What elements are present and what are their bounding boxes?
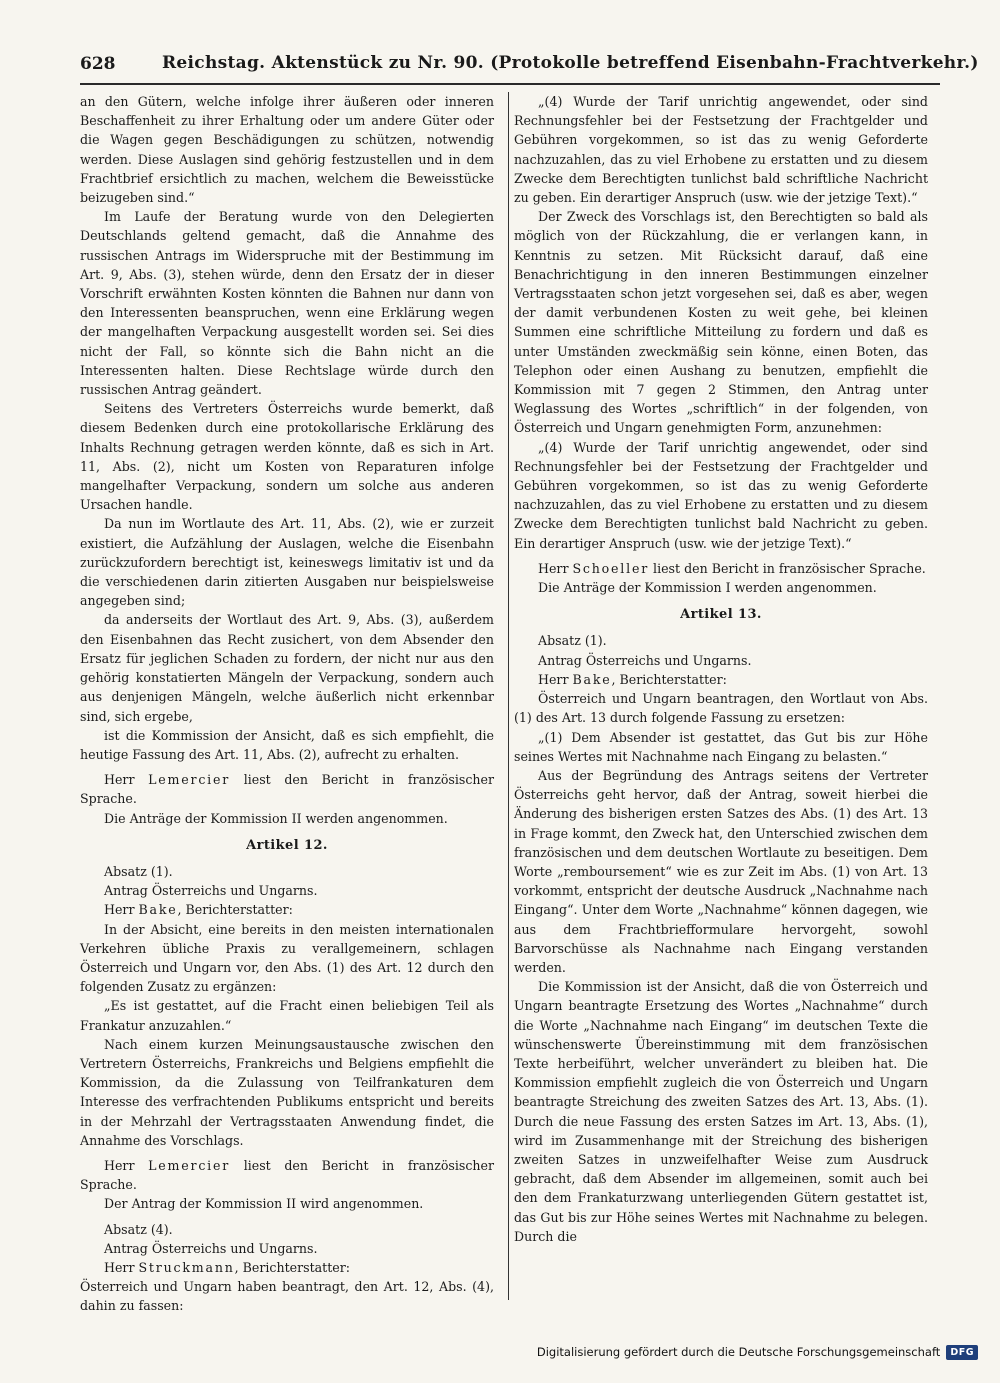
speaker-name: Lemercier xyxy=(148,772,231,788)
subheading: Absatz (1). xyxy=(538,633,607,649)
column-divider xyxy=(508,92,509,1300)
text-fragment: Herr xyxy=(538,671,573,687)
paragraph: Die Anträge der Kommission II werden angenommen. xyxy=(104,810,448,826)
footer-text: Digitalisierung gefördert durch die Deutsche Forschungsgemeinschaft xyxy=(536,1345,941,1359)
paragraph: Da nun im Wortlaute des Art. 11, Abs. (2), wie er zurzeit existiert, die Aufzählung der Auslagen, welche die Eisenbahn zurückzufordern berechtigt ist, keineswegs limitativ ist und da die verschiedenen darin zitierten Ausgaben nur beispielsweise angegeben sind; xyxy=(80,516,494,609)
subheading: Absatz (1). xyxy=(104,863,173,879)
page-header xyxy=(80,50,979,82)
text-fragment: Herr xyxy=(104,772,149,788)
digitization-footer xyxy=(537,1341,978,1363)
running-title: Reichstag. Aktenstück zu Nr. 90. (Protokolle betreffend Eisenbahn-Frachtverkehr.) xyxy=(162,53,979,73)
text-fragment: , Berichterstatter: xyxy=(177,902,293,918)
rapporteur-line xyxy=(80,900,494,919)
text-fragment: , Berichterstatter: xyxy=(611,671,727,687)
section-heading: Artikel 12. xyxy=(246,837,328,853)
paragraph: Nach einem kurzen Meinungsaustausche zwischen den Vertretern Österreichs, Frankreichs und Belgiens empfiehlt die Kommission, da die Zulassung von Teilfrankaturen dem Interesse des verfrachtenden Publikums entspricht und bereits in der Mehrzahl der Vertragsstaaten Anwendung findet, die Annahme des Vorschlags. xyxy=(80,1036,494,1148)
paragraph: da anderseits der Wortlaut des Art. 9, Abs. (3), außerdem den Eisenbahnen das Recht zusichert, von dem Absender den Ersatz für jeglichen Schaden zu fordern, der nicht nur aus den gehörig konstatierten Mängeln der Verpackung, sondern auch aus denjenigen Mängeln, welche äußerlich nicht erkennbar sind, sich ergebe, xyxy=(80,612,494,724)
text-fragment: Herr xyxy=(104,1259,139,1275)
paragraph: Seitens des Vertreters Österreichs wurde bemerkt, daß diesem Bedenken durch eine protokollarische Erklärung des Inhalts Rechnung getragen werden könnte, daß es sich in Art. 11, Abs. (2), nicht um Kosten von Reparaturen infolge mangelhafter Verpackung, sondern um solche aus anderen Ursachen handle. xyxy=(80,401,494,513)
text-fragment: , Berichterstatter: xyxy=(234,1259,351,1275)
subheading: Antrag Österreichs und Ungarns. xyxy=(104,883,318,899)
paragraph: Österreich und Ungarn beantragen, den Wortlaut von Abs. (1) des Art. 13 durch folgende Fassung zu ersetzen: xyxy=(514,691,928,726)
right-column xyxy=(514,92,928,1246)
paragraph xyxy=(80,770,494,808)
paragraph: In der Absicht, eine bereits in den meisten internationalen Verkehren übliche Praxis zu verallgemeinern, schlagen Österreich und Ungarn vor, den Abs. (1) des Art. 12 durch den folgenden Zusatz zu ergänzen: xyxy=(80,921,494,995)
section-heading: Artikel 13. xyxy=(680,607,762,623)
left-column xyxy=(80,92,494,1316)
paragraph: an den Gütern, welche infolge ihrer äußeren oder inneren Beschaffenheit zu ihrer Erhaltung oder um andere Güter oder die Wagen gegen Beschädigungen zu schützen, notwendig werden. Diese Auslagen sind gehörig festzustellen und in dem Frachtbrief ersichtlich zu machen, welchem die Beweisstücke beizugeben sind.“ xyxy=(80,94,494,206)
text-fragment: liest den Bericht in französischer Sprache. xyxy=(649,560,926,576)
text-fragment: liest den Bericht in französischer Sprache. xyxy=(80,772,495,807)
dfg-logo-icon: DFG xyxy=(946,1345,978,1360)
speaker-name: Bake xyxy=(138,902,178,918)
paragraph: Aus der Begründung des Antrags seitens der Vertreter Österreichs geht hervor, daß der Antrag, soweit hierbei die Änderung des bisherigen ersten Satzes des Abs. (1) des Art. 13 in Frage kommt, den Zweck hat, den Unterschied zwischen dem französischen und dem deutschen Wortlaute zu beseitigen. Dem Worte „remboursement“ wie es zur Zeit im Abs. (1) von Art. 13 vorkommt, entspricht der deutsche Ausdruck „Nachnahme nach Eingang“. Unter dem Worte „Nachnahme“ können dagegen, wie aus dem Frachtbriefformulare hervorgeht, sowohl Barvorschüsse als Nachnahme nach Eingang verstanden werden. xyxy=(514,767,928,975)
paragraph: Die Anträge der Kommission I werden angenommen. xyxy=(538,580,877,596)
rapporteur-line xyxy=(80,1258,494,1277)
subheading: Antrag Österreichs und Ungarns. xyxy=(538,652,752,668)
header-rule xyxy=(80,83,940,85)
quotation: „Es ist gestattet, auf die Fracht einen beliebigen Teil als Frankatur anzuzahlen.“ xyxy=(80,998,494,1033)
speaker-name: Struckmann xyxy=(138,1259,235,1275)
quotation: „(4) Wurde der Tarif unrichtig angewendet, oder sind Rechnungsfehler bei der Festsetzung der Frachtgelder und Gebühren vorgekommen, so ist das zu wenig Geforderte nachzuzahlen, das zu viel Erhobene zu erstatten und zu diesem Zwecke dem Berechtigten tunlichst bald Nachricht zu geben. Ein derartiger Anspruch (usw. wie der jetzige Text).“ xyxy=(514,439,928,551)
subheading: Antrag Österreichs und Ungarns. xyxy=(104,1240,318,1256)
speaker-name: Bake xyxy=(572,671,612,687)
speaker-name: Lemercier xyxy=(148,1157,231,1173)
text-fragment: liest den Bericht in französischer Sprache. xyxy=(80,1157,495,1193)
page-number: 628 xyxy=(80,54,116,74)
paragraph: Die Kommission ist der Ansicht, daß die von Österreich und Ungarn beantragte Ersetzung des Wortes „Nachnahme“ durch die Worte „Nachnahme nach Eingang“ im deutschen Texte die wünschenswerte Übereinstimmung mit dem französischen Texte herbeiführt, welcher unverändert zu bleiben hat. Die Kommission empfiehlt zugleich die von Österreich und Ungarn beantragte Streichung des zweiten Satzes des Art. 13, Abs. (1). Durch die neue Fassung des ersten Satzes im Art. 13, Abs. (1), wird im Zusammenhange mit der Streichung des bisherigen zweiten Satzes in unzweifelhafter Weise zum Ausdruck gebracht, daß dem Absender im allgemeinen, somit auch bei den dem Frankaturzwang unterliegenden Gütern gestattet ist, das Gut bis zur Höhe seines Wertes mit Nachnahme zu belegen. Durch die xyxy=(514,979,928,1244)
paragraph: ist die Kommission der Ansicht, daß es sich empfiehlt, die heutige Fassung des Art. 11, Abs. (2), aufrecht zu erhalten. xyxy=(80,727,494,762)
paragraph: Der Zweck des Vorschlags ist, den Berechtigten so bald als möglich von der Rückzahlung, die er verlangen kann, in Kenntnis zu setzen. Mit Rücksicht darauf, daß eine Benachrichtigung in den inneren Bestimmungen einzelner Vertragsstaaten schon jetzt vorgesehen sei, daß es aber, wegen der damit verbundenen Kosten zu weit gehe, bei kleinen Summen eine schriftliche Mitteilung zu fordern und daß es unter Umständen zweckmäßig sein könne, einen Boten, das Telephon oder einen Aushang zu benutzen, empfiehlt die Kommission mit 7 gegen 2 Stimmen, den Antrag unter Weglassung des Wortes „schriftlich“ in der folgenden, von Österreich und Ungarn genehmigten Form, anzunehmen: xyxy=(514,209,928,436)
speaker-name: Schoeller xyxy=(572,560,650,576)
rapporteur-line xyxy=(514,670,928,689)
text-fragment: Herr xyxy=(104,902,139,918)
text-fragment: Herr xyxy=(538,560,573,576)
paragraph xyxy=(80,1156,494,1194)
paragraph: Österreich und Ungarn haben beantragt, den Art. 12, Abs. (4), dahin zu fassen: xyxy=(80,1279,494,1314)
text-fragment: Herr xyxy=(104,1157,149,1173)
quotation: „(4) Wurde der Tarif unrichtig angewendet, oder sind Rechnungsfehler bei der Festsetzung der Frachtgelder und Gebühren vorgekommen, so ist das zu wenig Geforderte nachzuzahlen, das zu viel Erhobene zu erstatten und zu diesem Zwecke dem Berechtigten tunlichst bald schriftliche Nachricht zu geben. Ein derartiger Anspruch (usw. wie der jetzige Text).“ xyxy=(514,94,928,206)
paragraph: Der Antrag der Kommission II wird angenommen. xyxy=(104,1196,424,1212)
quotation: „(1) Dem Absender ist gestattet, das Gut bis zur Höhe seines Wertes mit Nachnahme nach Eingang zu belasten.“ xyxy=(514,729,928,764)
paragraph xyxy=(514,559,928,578)
subheading: Absatz (4). xyxy=(104,1221,173,1237)
paragraph: Im Laufe der Beratung wurde von den Delegierten Deutschlands geltend gemacht, daß die Annahme des russischen Antrags im Widerspruche mit der Bestimmung im Art. 9, Abs. (3), stehen würde, denn den Ersatz der in dieser Vorschrift erwähnten Kosten könnten die Bahnen nur dann von den Interessenten beanspruchen, wenn eine Erklärung wegen der mangelhaften Verpackung ausgestellt worden sei. Sei dies nicht der Fall, so könnte sich die Bahn nicht an die Interessenten halten. Diese Rechtslage würde durch den russischen Antrag geändert. xyxy=(80,209,494,398)
